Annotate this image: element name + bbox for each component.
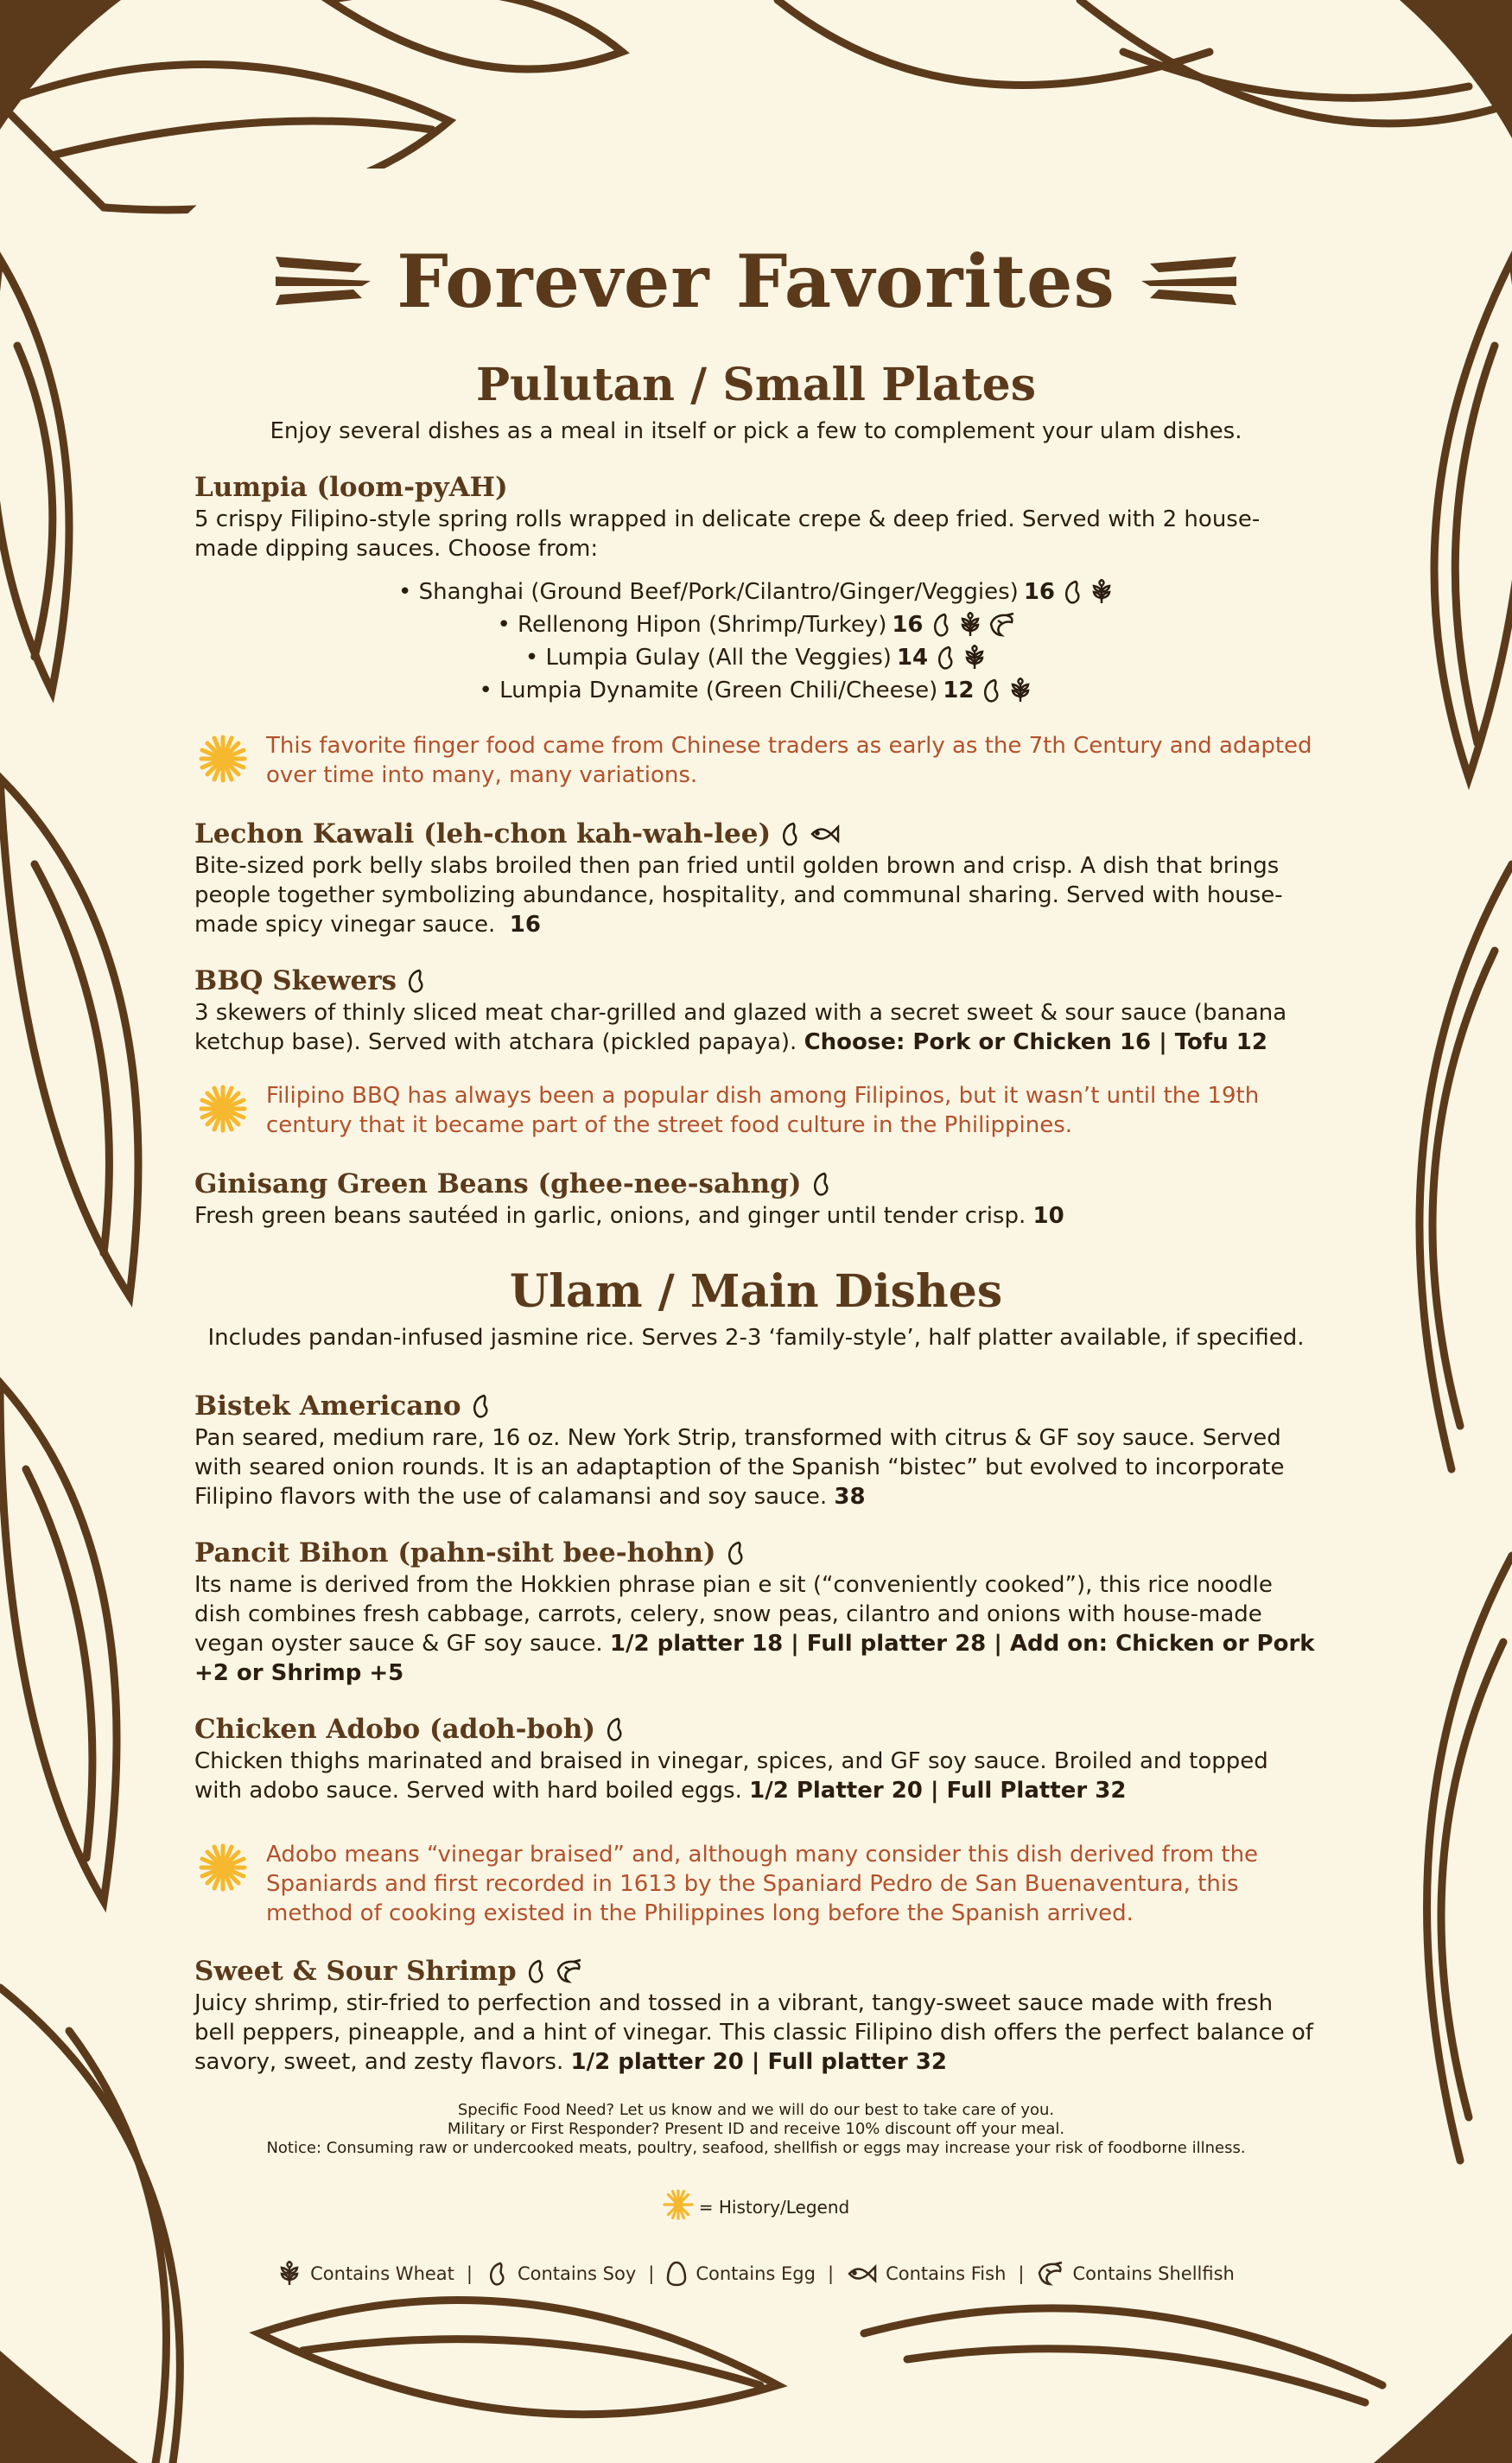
item-desc: 3 skewers of thinly sliced meat char-grilled and glazed with a secret sweet & sour sauce (banana ketchup base). Served with atchara (pickled papaya). <box>194 1000 1287 1055</box>
item-price: 1/2 platter 18 | Full platter 28 | Add on: Chicken or Pork +2 or Shrimp +5 <box>194 1631 1315 1686</box>
sun-icon <box>199 1085 247 1141</box>
soy-icon <box>1060 579 1084 605</box>
lumpia-options <box>194 576 1318 707</box>
legend-egg: Contains Egg <box>666 2261 816 2287</box>
wheat-icon <box>1008 678 1032 703</box>
right-decoration-icon <box>1141 255 1236 307</box>
item-name: Chicken Adobo (adoh-boh) <box>194 1712 1318 1747</box>
shellfish-icon <box>1036 2261 1064 2287</box>
item-price: Choose: Pork or Chicken 16 | Tofu 12 <box>804 1029 1267 1055</box>
legend-separator: | <box>827 2263 835 2284</box>
footer-notes <box>194 2101 1318 2158</box>
history-note <box>194 731 1318 791</box>
item-name: Bistek Americano <box>194 1389 1318 1423</box>
sun-icon <box>199 1843 247 1900</box>
left-decoration-icon <box>276 255 371 307</box>
soy-icon <box>933 645 957 671</box>
soy-icon <box>809 1171 833 1197</box>
menu-item-lechon <box>194 817 1318 939</box>
legend-soy: Contains Soy <box>485 2261 636 2287</box>
wheat-icon <box>962 645 987 671</box>
history-note <box>194 1840 1318 1928</box>
item-name: Lumpia (loom-pyAH) <box>194 472 508 503</box>
menu-item-ginisang <box>194 1167 1318 1231</box>
title-row <box>194 220 1318 341</box>
legend-separator: | <box>466 2263 473 2284</box>
menu-item-bbq <box>194 964 1318 1057</box>
soy-icon <box>468 1393 492 1419</box>
history-note <box>194 1081 1318 1141</box>
page-title: Forever Favorites <box>397 238 1115 324</box>
fish-icon <box>846 2261 877 2287</box>
legend-wheat: Contains Wheat <box>277 2261 454 2287</box>
footer-line: Notice: Consuming raw or undercooked meats, poultry, seafood, shellfish or eggs may increase your risk of foodborne illness. <box>266 2139 1246 2157</box>
wheat-icon <box>277 2261 302 2287</box>
history-text: Adobo means “vinegar braised” and, although many consider this dish derived from the Spaniards and first recorded in 1613 by the Spaniard Pedro de San Buenaventura, this method of cooking existed in the Philippines long before the Spanish arrived. <box>266 1842 1259 1926</box>
item-name: Sweet & Sour Shrimp <box>194 1954 1318 1989</box>
item-desc: Chicken thighs marinated and braised in vinegar, spices, and GF soy sauce. Broiled and topped with adobo sauce. Served with hard boiled eggs. <box>194 1748 1268 1804</box>
sun-icon <box>663 2189 694 2224</box>
menu-item-pancit <box>194 1536 1318 1688</box>
fish-icon <box>809 821 840 847</box>
soy-icon <box>929 612 953 638</box>
menu-item-lumpia <box>194 470 1318 707</box>
item-name: BBQ Skewers <box>194 964 1318 998</box>
history-legend-label: = History/Legend <box>698 2196 850 2218</box>
allergen-legend <box>194 2261 1318 2287</box>
item-price: 1/2 Platter 20 | Full Platter 32 <box>749 1778 1127 1804</box>
item-desc: Its name is derived from the Hokkien phrase pian e sit (“conveniently cooked”), this rice noodle dish combines fresh cabbage, carrots, celery, snow peas, cilantro and onions with house-made vegan oyster sauce & GF soy sauce. <box>194 1572 1273 1657</box>
small-plates-heading: Pulutan / Small Plates <box>476 359 1036 411</box>
history-text: This favorite finger food came from Chinese traders as early as the 7th Century and adapted over time into many, many variations. <box>266 733 1312 788</box>
item-desc: Fresh green beans sautéed in garlic, onions, and ginger until tender crisp. <box>194 1203 1026 1229</box>
menu-card <box>147 169 1365 2286</box>
menu-item-shrimp <box>194 1954 1318 2077</box>
shellfish-icon <box>988 612 1015 638</box>
soy-icon <box>979 678 1003 703</box>
menu-item-adobo <box>194 1712 1318 1805</box>
legend-separator: | <box>1018 2263 1025 2284</box>
legend-shellfish: Contains Shellfish <box>1036 2261 1234 2287</box>
item-name: Ginisang Green Beans (ghee-nee-sahng) <box>194 1167 1318 1201</box>
item-desc: Bite-sized pork belly slabs broiled then pan fried until golden brown and crisp. A dish that brings people together symbolizing abundance, hospitality, and communal sharing. Served with house-made spicy vinegar sauce. <box>194 853 1283 938</box>
item-price: 10 <box>1032 1203 1064 1229</box>
menu-item-bistek <box>194 1389 1318 1512</box>
egg-icon <box>666 2261 687 2287</box>
option-item: • Lumpia Dynamite (Green Chili/Cheese) 12 <box>194 674 1318 707</box>
soy-icon <box>524 1958 548 1984</box>
item-price: 16 <box>509 912 541 938</box>
footer-line: Military or First Responder? Present ID and receive 10% discount off your meal. <box>447 2120 1065 2138</box>
soy-icon <box>723 1540 747 1566</box>
shellfish-icon <box>555 1958 582 1984</box>
soy-icon <box>403 968 428 994</box>
legend-fish: Contains Fish <box>846 2261 1006 2287</box>
option-item: • Lumpia Gulay (All the Veggies) 14 <box>194 641 1318 674</box>
footer-line: Specific Food Need? Let us know and we will do our best to take care of you. <box>457 2101 1055 2119</box>
legend-separator: | <box>648 2263 655 2284</box>
wheat-icon <box>958 612 982 638</box>
item-desc: 5 crispy Filipino-style spring rolls wrapped in delicate crepe & deep fried. Served with 2 house-made dipping sauces. Choose from: <box>194 506 1261 562</box>
item-name: Pancit Bihon (pahn-siht bee-hohn) <box>194 1536 1318 1570</box>
item-desc: Pan seared, medium rare, 16 oz. New York Strip, transformed with citrus & GF soy sauce. Served with seared onion rounds. It is an adaptaption of the Spanish “bistec” but evolved to incorporate Filipino flavors with the use of calamansi and soy sauce. <box>194 1425 1285 1510</box>
history-text: Filipino BBQ has always been a popular dish among Filipinos, but it wasn’t until the 19th century that it became part of the street food culture in the Philippines. <box>266 1083 1260 1138</box>
item-price: 38 <box>834 1484 866 1510</box>
small-plates-intro: Enjoy several dishes as a meal in itself or pick a few to complement your ulam dishes. <box>270 418 1242 444</box>
main-dishes-heading: Ulam / Main Dishes <box>509 1265 1003 1318</box>
history-legend-key <box>194 2189 1318 2224</box>
soy-icon <box>602 1716 626 1742</box>
main-dishes-intro: Includes pandan-infused jasmine rice. Serves 2-3 ‘family-style’, half platter available, if specified. <box>207 1325 1305 1351</box>
soy-icon <box>485 2261 509 2287</box>
item-desc: Juicy shrimp, stir-fried to perfection and tossed in a vibrant, tangy-sweet sauce made with fresh bell peppers, pineapple, and a hint of vinegar. This classic Filipino dish offers the perfect balance of savory, sweet, and zesty flavors. <box>194 1990 1313 2075</box>
item-name: Lechon Kawali (leh-chon kah-wah-lee) <box>194 817 1318 851</box>
sun-icon <box>199 735 247 791</box>
soy-icon <box>778 821 802 847</box>
option-item: • Rellenong Hipon (Shrimp/Turkey) 16 <box>194 608 1318 641</box>
option-item: • Shanghai (Ground Beef/Pork/Cilantro/Ginger/Veggies) 16 <box>194 576 1318 608</box>
item-price: 1/2 platter 20 | Full platter 32 <box>570 2049 947 2075</box>
wheat-icon <box>1090 579 1114 605</box>
